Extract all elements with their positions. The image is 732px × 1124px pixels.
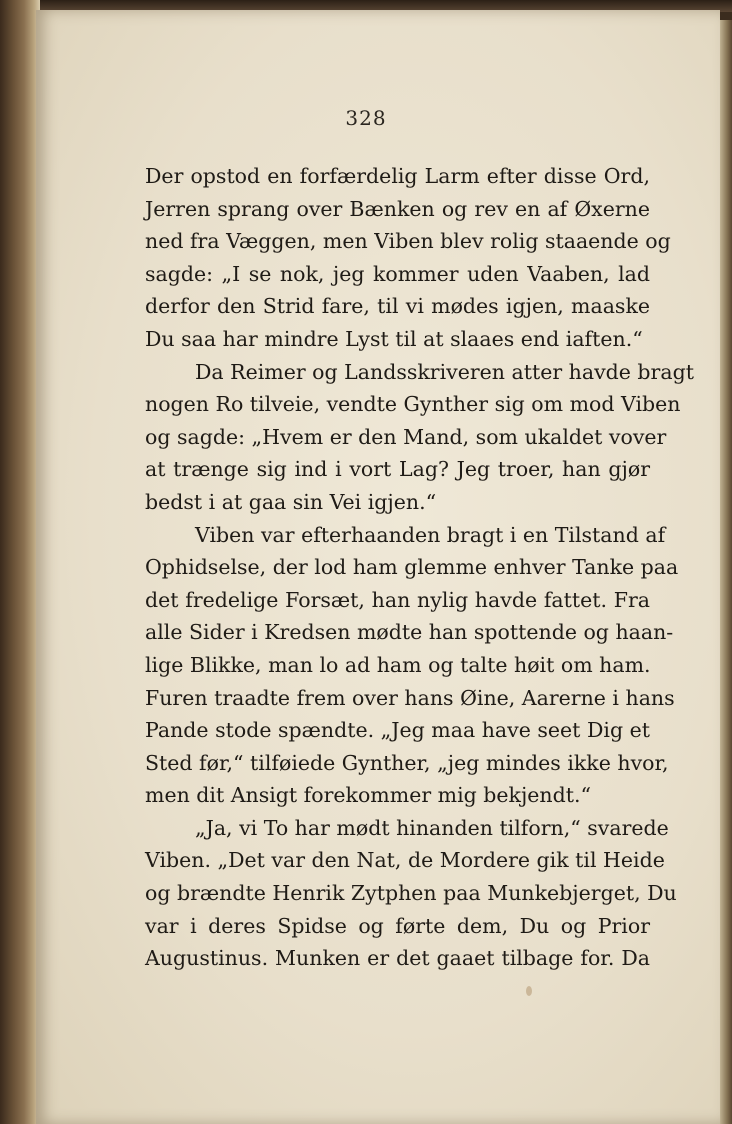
text-line: Sted før,“ tilføiede Gynther, „jeg mindes ikke hvor, (145, 750, 669, 775)
page-number: 328 (345, 106, 387, 130)
text-line: og brændte Henrik Zytphen paa Munkebjerget, Du (145, 881, 677, 906)
text-line: Ophidselse, der lod ham glemme enhver Tanke paa (145, 555, 679, 580)
text-line: Der opstod en forfærdelig Larm efter disse Ord, (145, 164, 650, 188)
text-line: Furen traadte frem over hans Øine, Aarerne i hans (145, 685, 675, 710)
text-line: sagde: „I se nok, jeg kommer uden Vaaben, lad (145, 261, 650, 286)
body-text (145, 160, 694, 975)
text-line: Viben var efterhaanden bragt i en Tilstand af (195, 522, 666, 547)
text-line: og sagde: „Hvem er den Mand, som ukaldet vover (145, 424, 667, 449)
text-line: Da Reimer og Landsskriveren atter havde bragt (195, 359, 694, 384)
text-line: Augustinus. Munken er det gaaet tilbage for. Da (145, 946, 650, 971)
text-line: bedst i at gaa sin Vei igjen.“ (145, 489, 437, 514)
page-edge (718, 20, 732, 1124)
book-binding (0, 0, 40, 1124)
text-line: men dit Ansigt forekommer mig bekjendt.“ (145, 783, 591, 808)
text-line: ned fra Væggen, men Viben blev rolig staaende og (145, 229, 671, 254)
text-line: derfor den Strid fare, til vi mødes igjen, maaske (145, 294, 650, 319)
text-line: Viben. „Det var den Nat, de Mordere gik til Heide (145, 848, 665, 873)
text-line: Jerren sprang over Bænken og rev en af Øxerne (145, 196, 650, 221)
text-line: Pande stode spændte. „Jeg maa have seet Dig et (145, 718, 650, 743)
text-line: nogen Ro tilveie, vendte Gynther sig om mod Viben (145, 392, 681, 417)
text-line: det fredelige Forsæt, han nylig havde fattet. Fra (145, 587, 650, 612)
paper-speck (526, 986, 532, 996)
text-line: alle Sider i Kredsen mødte han spottende og haan- (145, 620, 674, 645)
text-line: „Ja, vi To har mødt hinanden tilforn,“ svarede (195, 815, 669, 840)
text-line: var i deres Spidse og førte dem, Du og Prior (145, 913, 650, 938)
text-line: Du saa har mindre Lyst til at slaaes end iaften.“ (145, 326, 643, 351)
text-line: at trænge sig ind i vort Lag? Jeg troer, han gjør (145, 457, 650, 482)
text-line: lige Blikke, man lo ad ham og talte høit om ham. (145, 652, 651, 677)
